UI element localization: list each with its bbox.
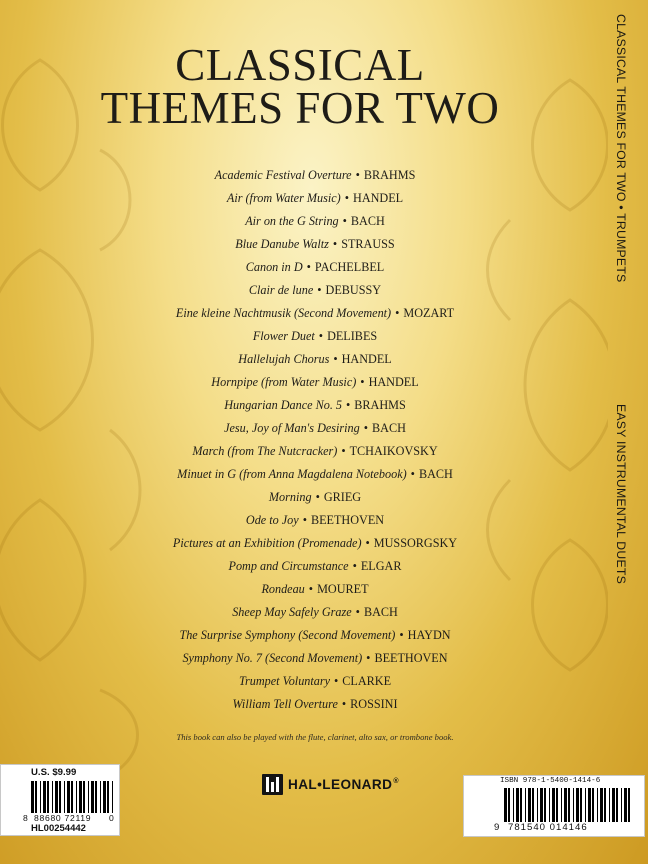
song-title: Blue Danube Waltz (235, 237, 329, 251)
song-entry (0, 578, 630, 601)
song-title: Flower Duet (252, 329, 315, 343)
bullet-separator: • (342, 214, 347, 228)
composer-name: MUSSORGSKY (373, 536, 458, 550)
price-barcode-box (0, 764, 120, 836)
publisher-name (288, 777, 399, 792)
song-entry (0, 624, 630, 647)
composer-name: BACH (372, 421, 406, 435)
bullet-separator: • (410, 467, 415, 481)
song-entry (0, 693, 630, 716)
song-entry (0, 279, 630, 302)
bullet-separator: • (365, 536, 370, 550)
composer-name: ROSSINI (350, 697, 398, 711)
isbn-barcode-box (463, 775, 645, 837)
publisher-name-text: HAL•LEONARD (288, 776, 393, 792)
ean-digits: 781540 014146 (508, 822, 588, 833)
bullet-separator: • (346, 398, 351, 412)
song-entry (0, 164, 630, 187)
song-title: Hallelujah Chorus (238, 352, 330, 366)
composer-name: BACH (363, 605, 398, 619)
song-entry (0, 394, 630, 417)
song-entry (0, 555, 630, 578)
song-title: Jesu, Joy of Man's Desiring (224, 421, 360, 435)
song-title: Rondeau (261, 582, 305, 596)
song-title: Minuet in G (from Anna Magdalena Notebook) (177, 467, 407, 481)
item-code: HL00254442 (31, 823, 86, 834)
composer-name: HAYDN (407, 628, 451, 642)
upc-right-digit: 0 (109, 813, 114, 823)
instrument-note: This book can also be played with the flute, clarinet, alto sax, or trombone book. (176, 732, 454, 742)
spine-title: CLASSICAL THEMES FOR TWO • TRUMPETS (614, 14, 628, 283)
isbn-barcode (504, 788, 632, 822)
bullet-separator: • (363, 421, 369, 435)
registered-mark: ® (393, 777, 399, 785)
song-title: Ode to Joy (245, 513, 299, 527)
song-entry (0, 509, 630, 532)
song-entry (0, 371, 630, 394)
song-entry (0, 486, 630, 509)
spine (608, 0, 648, 864)
price: U.S. $9.99 (31, 767, 77, 778)
composer-name: BACH (418, 467, 453, 481)
title-line-1: CLASSICAL (175, 40, 425, 90)
hal-leonard-mark-icon (262, 774, 283, 795)
composer-name: BEETHOVEN (310, 513, 385, 527)
bullet-separator: • (344, 191, 350, 205)
upc-digits: 88680 72119 (34, 813, 92, 823)
song-entry (0, 601, 630, 624)
song-title: Morning (268, 490, 312, 504)
song-title: Pomp and Circumstance (228, 559, 349, 573)
spine-series: EASY INSTRUMENTAL DUETS (614, 404, 628, 584)
composer-name: ELGAR (360, 559, 402, 573)
song-title: Sheep May Safely Graze (232, 605, 352, 619)
bullet-separator: • (315, 490, 320, 504)
bullet-separator: • (332, 237, 338, 251)
song-entry (0, 440, 630, 463)
song-entry (0, 187, 630, 210)
bullet-separator: • (318, 329, 324, 343)
bullet-separator: • (302, 513, 307, 527)
bullet-separator: • (355, 168, 360, 182)
bullet-separator: • (333, 352, 338, 366)
bullet-separator: • (352, 559, 357, 573)
bullet-separator: • (360, 375, 365, 389)
song-entry (0, 210, 630, 233)
title-line-2: THEMES FOR TWO (100, 83, 500, 133)
song-title: Canon in D (245, 260, 303, 274)
song-title: Eine kleine Nachtmusik (Second Movement) (175, 306, 392, 320)
song-title: The Surprise Symphony (Second Movement) (179, 628, 396, 642)
composer-name: GRIEG (323, 490, 362, 504)
book-title (0, 40, 600, 133)
song-entry (0, 532, 630, 555)
composer-name: BRAHMS (363, 168, 416, 182)
hal-leonard-logo (262, 773, 399, 795)
bullet-separator: • (334, 674, 339, 688)
composer-name: TCHAIKOVSKY (349, 444, 438, 458)
song-title: Air (from Water Music) (226, 191, 341, 205)
bullet-separator: • (308, 582, 314, 596)
isbn-text: ISBN 978-1-5400-1414-6 (500, 777, 601, 785)
composer-name: HANDEL (368, 375, 419, 389)
song-title: William Tell Overture (232, 697, 338, 711)
ean-left-digit: 9 (494, 822, 500, 833)
song-entry (0, 302, 630, 325)
bullet-separator: • (395, 306, 400, 320)
composer-name: DELIBES (327, 329, 378, 343)
composer-name: MOURET (317, 582, 369, 596)
song-entry (0, 463, 630, 486)
bullet-separator: • (317, 283, 322, 297)
composer-name: HANDEL (353, 191, 404, 205)
song-list (0, 164, 630, 716)
bullet-separator: • (399, 628, 404, 642)
bullet-separator: • (341, 444, 346, 458)
bullet-separator: • (366, 651, 371, 665)
song-title: Air on the G String (245, 214, 339, 228)
song-entry (0, 670, 630, 693)
composer-name: HANDEL (341, 352, 392, 366)
composer-name: BRAHMS (354, 398, 406, 412)
song-title: Pictures at an Exhibition (Promenade) (172, 536, 362, 550)
composer-name: BEETHOVEN (374, 651, 448, 665)
bullet-separator: • (306, 260, 311, 274)
composer-name: BACH (350, 214, 385, 228)
upc-barcode (31, 781, 115, 813)
song-title: Trumpet Voluntary (238, 674, 331, 688)
song-title: Academic Festival Overture (214, 168, 352, 182)
song-title: Hungarian Dance No. 5 (224, 398, 343, 412)
composer-name: PACHELBEL (314, 260, 385, 274)
bullet-separator: • (341, 697, 347, 711)
composer-name: DEBUSSY (325, 283, 382, 297)
bullet-separator: • (355, 605, 360, 619)
song-entry (0, 233, 630, 256)
composer-name: CLARKE (342, 674, 392, 688)
song-title: Hornpipe (from Water Music) (211, 375, 357, 389)
song-title: March (from The Nutcracker) (192, 444, 338, 458)
song-entry (0, 325, 630, 348)
song-entry (0, 647, 630, 670)
composer-name: STRAUSS (341, 237, 395, 251)
upc-left-digit: 8 (23, 813, 28, 823)
song-title: Symphony No. 7 (Second Movement) (182, 651, 363, 665)
composer-name: MOZART (403, 306, 455, 320)
song-title: Clair de lune (248, 283, 314, 297)
song-entry (0, 256, 630, 279)
song-entry (0, 417, 630, 440)
song-entry (0, 348, 630, 371)
